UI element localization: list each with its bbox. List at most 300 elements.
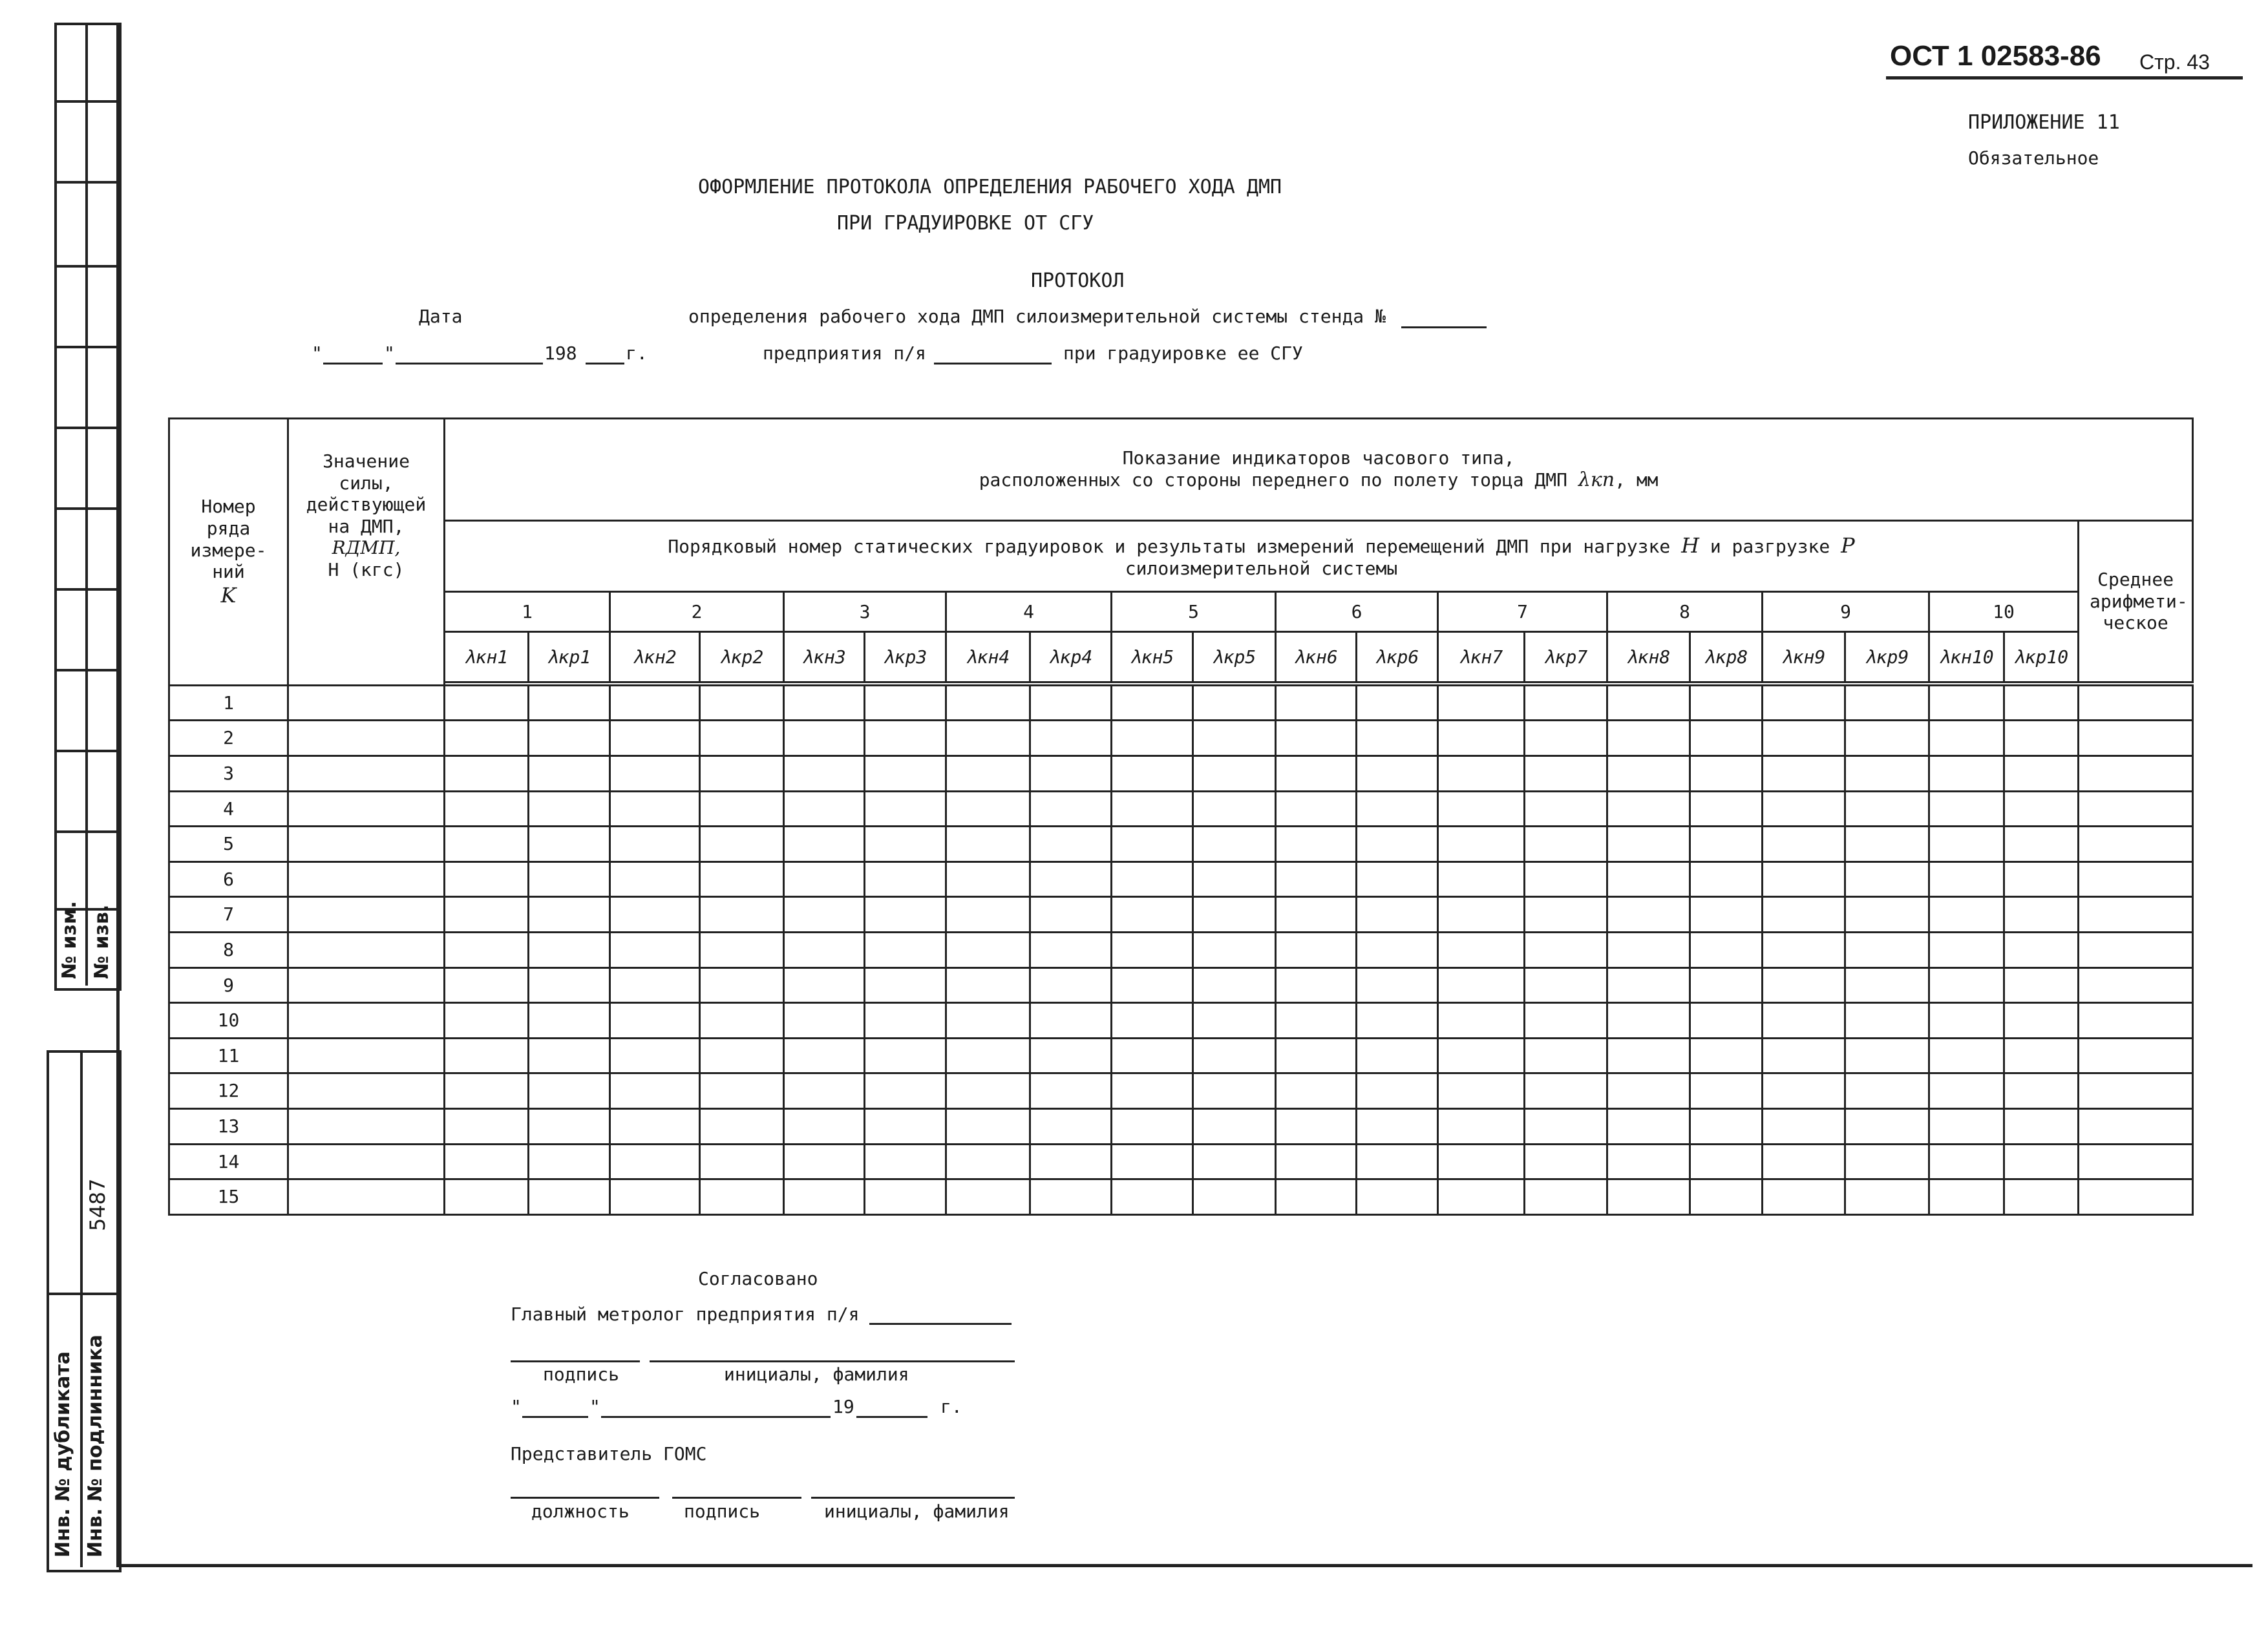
blank-entry-cell[interactable] — [1357, 1109, 1438, 1145]
blank-entry-cell[interactable] — [2004, 967, 2079, 1003]
blank-entry-cell[interactable] — [445, 755, 529, 791]
blank-entry-cell[interactable] — [1525, 1073, 1607, 1109]
blank-entry-cell[interactable] — [610, 755, 700, 791]
blank-entry-cell[interactable] — [610, 827, 700, 862]
blank-entry-cell[interactable] — [1193, 1003, 1276, 1039]
blank-entry-cell[interactable] — [700, 1003, 784, 1039]
blank-entry-cell[interactable] — [946, 1109, 1030, 1145]
blank-entry-cell[interactable] — [2004, 721, 2079, 756]
blank-entry-cell[interactable] — [1690, 685, 1763, 721]
blank-entry-cell[interactable] — [1276, 897, 1357, 933]
blank-entry-cell[interactable] — [2079, 861, 2193, 897]
blank-entry-cell[interactable] — [1607, 1073, 1690, 1109]
blank-entry-cell[interactable] — [946, 897, 1030, 933]
blank-entry-cell[interactable] — [784, 755, 865, 791]
blank-entry-cell[interactable] — [1845, 721, 1929, 756]
blank-entry-cell[interactable] — [610, 791, 700, 827]
blank-entry-cell[interactable] — [2079, 1144, 2193, 1179]
blank-entry-cell[interactable] — [1357, 932, 1438, 967]
blank-entry-cell[interactable] — [1112, 967, 1193, 1003]
blank-entry-cell[interactable] — [1112, 827, 1193, 862]
blank-entry-cell[interactable] — [1030, 897, 1112, 933]
blank-entry-cell[interactable] — [2004, 755, 2079, 791]
blank-entry-cell[interactable] — [700, 791, 784, 827]
blank-entry-cell[interactable] — [1929, 1003, 2004, 1039]
blank-entry-cell[interactable] — [1030, 827, 1112, 862]
blank-entry-cell[interactable] — [1112, 791, 1193, 827]
blank-entry-cell[interactable] — [1607, 721, 1690, 756]
blank-entry-cell[interactable] — [1357, 861, 1438, 897]
blank-entry-cell[interactable] — [610, 861, 700, 897]
blank-entry-cell[interactable] — [1030, 685, 1112, 721]
blank-entry-cell[interactable] — [700, 827, 784, 862]
blank-entry-cell[interactable] — [1357, 791, 1438, 827]
blank-entry-cell[interactable] — [1929, 932, 2004, 967]
blank-entry-cell[interactable] — [1525, 1109, 1607, 1145]
blank-entry-cell[interactable] — [1276, 755, 1357, 791]
blank-entry-cell[interactable] — [865, 897, 946, 933]
blank-entry-cell[interactable] — [1607, 827, 1690, 862]
blank-entry-cell[interactable] — [1690, 721, 1763, 756]
blank-entry-cell[interactable] — [288, 897, 445, 933]
blank-entry-cell[interactable] — [2079, 897, 2193, 933]
blank-entry-cell[interactable] — [1690, 791, 1763, 827]
blank-entry-cell[interactable] — [1690, 932, 1763, 967]
blank-entry-cell[interactable] — [2004, 861, 2079, 897]
blank-entry-cell[interactable] — [2004, 1073, 2079, 1109]
blank-entry-cell[interactable] — [1112, 685, 1193, 721]
blank-entry-cell[interactable] — [2079, 1038, 2193, 1073]
blank-entry-cell[interactable] — [2004, 1038, 2079, 1073]
blank-entry-cell[interactable] — [1845, 861, 1929, 897]
blank-entry-cell[interactable] — [865, 967, 946, 1003]
blank-entry-cell[interactable] — [1193, 932, 1276, 967]
blank-entry-cell[interactable] — [2079, 967, 2193, 1003]
blank-entry-cell[interactable] — [700, 861, 784, 897]
blank-entry-cell[interactable] — [1525, 685, 1607, 721]
blank-entry-cell[interactable] — [1845, 967, 1929, 1003]
blank-entry-cell[interactable] — [1525, 827, 1607, 862]
blank-entry-cell[interactable] — [700, 721, 784, 756]
blank-entry-cell[interactable] — [784, 1003, 865, 1039]
blank-entry-cell[interactable] — [1112, 755, 1193, 791]
blank-entry-cell[interactable] — [1193, 721, 1276, 756]
blank-entry-cell[interactable] — [610, 1038, 700, 1073]
blank-entry-cell[interactable] — [1525, 721, 1607, 756]
blank-entry-cell[interactable] — [1763, 685, 1845, 721]
blank-entry-cell[interactable] — [1607, 755, 1690, 791]
blank-entry-cell[interactable] — [946, 967, 1030, 1003]
blank-entry-cell[interactable] — [1763, 827, 1845, 862]
blank-entry-cell[interactable] — [610, 1144, 700, 1179]
blank-entry-cell[interactable] — [1845, 1003, 1929, 1039]
blank-entry-cell[interactable] — [610, 932, 700, 967]
blank-entry-cell[interactable] — [1929, 1073, 2004, 1109]
blank-entry-cell[interactable] — [529, 861, 610, 897]
blank-entry-cell[interactable] — [1030, 932, 1112, 967]
blank-entry-cell[interactable] — [1357, 1038, 1438, 1073]
blank-entry-cell[interactable] — [1193, 1179, 1276, 1215]
blank-entry-cell[interactable] — [2079, 1073, 2193, 1109]
blank-entry-cell[interactable] — [288, 755, 445, 791]
blank-entry-cell[interactable] — [1763, 932, 1845, 967]
blank-entry-cell[interactable] — [1438, 1144, 1525, 1179]
blank-entry-cell[interactable] — [784, 967, 865, 1003]
blank-entry-cell[interactable] — [946, 861, 1030, 897]
blank-entry-cell[interactable] — [1276, 721, 1357, 756]
blank-entry-cell[interactable] — [1607, 1109, 1690, 1145]
blank-entry-cell[interactable] — [1690, 755, 1763, 791]
blank-entry-cell[interactable] — [1525, 897, 1607, 933]
blank-entry-cell[interactable] — [1030, 1003, 1112, 1039]
blank-entry-cell[interactable] — [865, 1003, 946, 1039]
blank-entry-cell[interactable] — [288, 685, 445, 721]
blank-entry-cell[interactable] — [288, 967, 445, 1003]
blank-entry-cell[interactable] — [1438, 685, 1525, 721]
blank-entry-cell[interactable] — [288, 932, 445, 967]
blank-entry-cell[interactable] — [2079, 721, 2193, 756]
blank-entry-cell[interactable] — [1763, 1073, 1845, 1109]
blank-entry-cell[interactable] — [1193, 861, 1276, 897]
blank-entry-cell[interactable] — [1845, 1109, 1929, 1145]
blank-entry-cell[interactable] — [1276, 1003, 1357, 1039]
blank-entry-cell[interactable] — [1112, 897, 1193, 933]
blank-entry-cell[interactable] — [946, 1073, 1030, 1109]
blank-entry-cell[interactable] — [2004, 827, 2079, 862]
blank-entry-cell[interactable] — [1845, 897, 1929, 933]
blank-entry-cell[interactable] — [2004, 1109, 2079, 1145]
blank-entry-cell[interactable] — [445, 967, 529, 1003]
blank-entry-cell[interactable] — [610, 897, 700, 933]
blank-entry-cell[interactable] — [1929, 1144, 2004, 1179]
blank-entry-cell[interactable] — [700, 1038, 784, 1073]
blank-entry-cell[interactable] — [529, 755, 610, 791]
blank-entry-cell[interactable] — [1525, 861, 1607, 897]
blank-entry-cell[interactable] — [1276, 827, 1357, 862]
blank-entry-cell[interactable] — [610, 1109, 700, 1145]
blank-entry-cell[interactable] — [1763, 1003, 1845, 1039]
blank-entry-cell[interactable] — [1276, 1038, 1357, 1073]
blank-entry-cell[interactable] — [784, 932, 865, 967]
blank-entry-cell[interactable] — [1193, 827, 1276, 862]
blank-entry-cell[interactable] — [529, 1109, 610, 1145]
blank-entry-cell[interactable] — [529, 685, 610, 721]
blank-entry-cell[interactable] — [2079, 1179, 2193, 1215]
blank-entry-cell[interactable] — [1438, 1038, 1525, 1073]
blank-entry-cell[interactable] — [1763, 755, 1845, 791]
blank-entry-cell[interactable] — [700, 967, 784, 1003]
blank-entry-cell[interactable] — [610, 721, 700, 756]
blank-entry-cell[interactable] — [1112, 1144, 1193, 1179]
blank-entry-cell[interactable] — [529, 1144, 610, 1179]
blank-entry-cell[interactable] — [1193, 967, 1276, 1003]
blank-entry-cell[interactable] — [529, 721, 610, 756]
blank-entry-cell[interactable] — [529, 791, 610, 827]
blank-entry-cell[interactable] — [2004, 1144, 2079, 1179]
blank-entry-cell[interactable] — [288, 1179, 445, 1215]
blank-entry-cell[interactable] — [2079, 827, 2193, 862]
blank-entry-cell[interactable] — [2004, 791, 2079, 827]
blank-entry-cell[interactable] — [1357, 1003, 1438, 1039]
blank-entry-cell[interactable] — [946, 721, 1030, 756]
blank-entry-cell[interactable] — [1276, 967, 1357, 1003]
blank-entry-cell[interactable] — [1030, 1038, 1112, 1073]
blank-entry-cell[interactable] — [1525, 967, 1607, 1003]
blank-entry-cell[interactable] — [529, 1179, 610, 1215]
blank-entry-cell[interactable] — [700, 755, 784, 791]
blank-entry-cell[interactable] — [1763, 1109, 1845, 1145]
blank-entry-cell[interactable] — [1276, 791, 1357, 827]
blank-entry-cell[interactable] — [1607, 1038, 1690, 1073]
blank-entry-cell[interactable] — [1438, 1179, 1525, 1215]
blank-entry-cell[interactable] — [529, 897, 610, 933]
blank-entry-cell[interactable] — [865, 932, 946, 967]
blank-entry-cell[interactable] — [1690, 1179, 1763, 1215]
blank-entry-cell[interactable] — [1276, 1144, 1357, 1179]
blank-entry-cell[interactable] — [1763, 861, 1845, 897]
blank-entry-cell[interactable] — [288, 861, 445, 897]
blank-entry-cell[interactable] — [1112, 1179, 1193, 1215]
blank-entry-cell[interactable] — [1763, 791, 1845, 827]
blank-entry-cell[interactable] — [1690, 1109, 1763, 1145]
blank-entry-cell[interactable] — [445, 897, 529, 933]
blank-entry-cell[interactable] — [1763, 1179, 1845, 1215]
blank-entry-cell[interactable] — [700, 1073, 784, 1109]
blank-entry-cell[interactable] — [1030, 755, 1112, 791]
blank-entry-cell[interactable] — [784, 1073, 865, 1109]
blank-entry-cell[interactable] — [2004, 897, 2079, 933]
blank-entry-cell[interactable] — [1763, 967, 1845, 1003]
blank-entry-cell[interactable] — [1845, 932, 1929, 967]
blank-entry-cell[interactable] — [288, 791, 445, 827]
blank-entry-cell[interactable] — [1112, 1003, 1193, 1039]
blank-entry-cell[interactable] — [1030, 1109, 1112, 1145]
blank-entry-cell[interactable] — [1929, 791, 2004, 827]
blank-entry-cell[interactable] — [529, 1073, 610, 1109]
blank-entry-cell[interactable] — [1193, 755, 1276, 791]
blank-entry-cell[interactable] — [1030, 1073, 1112, 1109]
blank-entry-cell[interactable] — [1690, 827, 1763, 862]
blank-entry-cell[interactable] — [1276, 685, 1357, 721]
blank-entry-cell[interactable] — [1112, 861, 1193, 897]
blank-entry-cell[interactable] — [610, 1003, 700, 1039]
blank-entry-cell[interactable] — [1607, 861, 1690, 897]
blank-entry-cell[interactable] — [784, 1144, 865, 1179]
blank-entry-cell[interactable] — [610, 1179, 700, 1215]
blank-entry-cell[interactable] — [784, 791, 865, 827]
blank-entry-cell[interactable] — [1690, 1003, 1763, 1039]
blank-entry-cell[interactable] — [1357, 721, 1438, 756]
blank-entry-cell[interactable] — [1276, 1073, 1357, 1109]
blank-entry-cell[interactable] — [288, 1073, 445, 1109]
blank-entry-cell[interactable] — [1438, 897, 1525, 933]
blank-entry-cell[interactable] — [865, 685, 946, 721]
blank-entry-cell[interactable] — [2079, 685, 2193, 721]
blank-entry-cell[interactable] — [1929, 861, 2004, 897]
blank-entry-cell[interactable] — [1845, 791, 1929, 827]
blank-entry-cell[interactable] — [1929, 897, 2004, 933]
blank-entry-cell[interactable] — [288, 721, 445, 756]
blank-entry-cell[interactable] — [1357, 1144, 1438, 1179]
blank-entry-cell[interactable] — [1845, 1144, 1929, 1179]
blank-entry-cell[interactable] — [1607, 897, 1690, 933]
blank-entry-cell[interactable] — [1193, 1144, 1276, 1179]
blank-entry-cell[interactable] — [1607, 685, 1690, 721]
blank-entry-cell[interactable] — [445, 721, 529, 756]
blank-entry-cell[interactable] — [1357, 827, 1438, 862]
blank-entry-cell[interactable] — [865, 1144, 946, 1179]
blank-entry-cell[interactable] — [946, 1038, 1030, 1073]
blank-entry-cell[interactable] — [1357, 897, 1438, 933]
blank-entry-cell[interactable] — [1690, 1073, 1763, 1109]
blank-entry-cell[interactable] — [700, 1109, 784, 1145]
blank-entry-cell[interactable] — [445, 1109, 529, 1145]
blank-entry-cell[interactable] — [445, 791, 529, 827]
blank-entry-cell[interactable] — [288, 1109, 445, 1145]
blank-entry-cell[interactable] — [1690, 897, 1763, 933]
blank-entry-cell[interactable] — [1690, 967, 1763, 1003]
blank-entry-cell[interactable] — [1607, 967, 1690, 1003]
blank-entry-cell[interactable] — [1929, 685, 2004, 721]
blank-entry-cell[interactable] — [1030, 791, 1112, 827]
blank-entry-cell[interactable] — [1438, 791, 1525, 827]
blank-entry-cell[interactable] — [445, 1038, 529, 1073]
blank-entry-cell[interactable] — [1030, 721, 1112, 756]
blank-entry-cell[interactable] — [445, 1144, 529, 1179]
blank-entry-cell[interactable] — [1845, 1073, 1929, 1109]
blank-entry-cell[interactable] — [529, 1038, 610, 1073]
blank-entry-cell[interactable] — [1607, 932, 1690, 967]
blank-entry-cell[interactable] — [865, 861, 946, 897]
blank-entry-cell[interactable] — [1763, 1144, 1845, 1179]
blank-entry-cell[interactable] — [1929, 721, 2004, 756]
blank-entry-cell[interactable] — [1929, 755, 2004, 791]
blank-entry-cell[interactable] — [1193, 1038, 1276, 1073]
blank-entry-cell[interactable] — [1929, 967, 2004, 1003]
blank-entry-cell[interactable] — [1845, 755, 1929, 791]
blank-entry-cell[interactable] — [865, 1109, 946, 1145]
blank-entry-cell[interactable] — [1112, 1109, 1193, 1145]
blank-entry-cell[interactable] — [1112, 721, 1193, 756]
blank-entry-cell[interactable] — [1438, 932, 1525, 967]
blank-entry-cell[interactable] — [288, 827, 445, 862]
blank-entry-cell[interactable] — [1112, 1073, 1193, 1109]
blank-entry-cell[interactable] — [1193, 1073, 1276, 1109]
blank-entry-cell[interactable] — [2004, 685, 2079, 721]
blank-entry-cell[interactable] — [946, 932, 1030, 967]
blank-entry-cell[interactable] — [610, 685, 700, 721]
blank-entry-cell[interactable] — [784, 685, 865, 721]
blank-entry-cell[interactable] — [1438, 1073, 1525, 1109]
blank-entry-cell[interactable] — [1112, 932, 1193, 967]
blank-entry-cell[interactable] — [865, 1038, 946, 1073]
blank-entry-cell[interactable] — [784, 827, 865, 862]
blank-entry-cell[interactable] — [865, 827, 946, 862]
blank-entry-cell[interactable] — [1030, 861, 1112, 897]
blank-entry-cell[interactable] — [2079, 1003, 2193, 1039]
blank-entry-cell[interactable] — [1607, 791, 1690, 827]
blank-entry-cell[interactable] — [865, 1179, 946, 1215]
blank-entry-cell[interactable] — [288, 1038, 445, 1073]
blank-entry-cell[interactable] — [445, 932, 529, 967]
blank-entry-cell[interactable] — [700, 1179, 784, 1215]
blank-entry-cell[interactable] — [2004, 932, 2079, 967]
blank-entry-cell[interactable] — [865, 721, 946, 756]
blank-entry-cell[interactable] — [1193, 685, 1276, 721]
blank-entry-cell[interactable] — [2079, 1109, 2193, 1145]
blank-entry-cell[interactable] — [1929, 1038, 2004, 1073]
blank-entry-cell[interactable] — [1525, 1003, 1607, 1039]
blank-entry-cell[interactable] — [1112, 1038, 1193, 1073]
blank-entry-cell[interactable] — [1607, 1003, 1690, 1039]
blank-entry-cell[interactable] — [1193, 791, 1276, 827]
blank-entry-cell[interactable] — [445, 861, 529, 897]
blank-entry-cell[interactable] — [288, 1003, 445, 1039]
blank-entry-cell[interactable] — [700, 932, 784, 967]
blank-entry-cell[interactable] — [946, 827, 1030, 862]
blank-entry-cell[interactable] — [1929, 1109, 2004, 1145]
blank-entry-cell[interactable] — [2004, 1179, 2079, 1215]
blank-entry-cell[interactable] — [1030, 1179, 1112, 1215]
blank-entry-cell[interactable] — [1690, 1144, 1763, 1179]
blank-entry-cell[interactable] — [1193, 1109, 1276, 1145]
blank-entry-cell[interactable] — [1845, 1179, 1929, 1215]
blank-entry-cell[interactable] — [700, 1144, 784, 1179]
blank-entry-cell[interactable] — [1438, 827, 1525, 862]
blank-entry-cell[interactable] — [1357, 967, 1438, 1003]
blank-entry-cell[interactable] — [1525, 791, 1607, 827]
blank-entry-cell[interactable] — [1357, 755, 1438, 791]
blank-entry-cell[interactable] — [1438, 861, 1525, 897]
blank-entry-cell[interactable] — [1690, 861, 1763, 897]
blank-entry-cell[interactable] — [288, 1144, 445, 1179]
blank-entry-cell[interactable] — [946, 755, 1030, 791]
blank-entry-cell[interactable] — [445, 827, 529, 862]
blank-entry-cell[interactable] — [2079, 791, 2193, 827]
blank-entry-cell[interactable] — [1763, 1038, 1845, 1073]
blank-entry-cell[interactable] — [1357, 685, 1438, 721]
blank-entry-cell[interactable] — [2079, 932, 2193, 967]
blank-entry-cell[interactable] — [1276, 1179, 1357, 1215]
blank-entry-cell[interactable] — [1763, 897, 1845, 933]
blank-entry-cell[interactable] — [865, 791, 946, 827]
blank-entry-cell[interactable] — [1525, 1144, 1607, 1179]
blank-entry-cell[interactable] — [1438, 967, 1525, 1003]
blank-entry-cell[interactable] — [946, 1144, 1030, 1179]
blank-entry-cell[interactable] — [2079, 755, 2193, 791]
blank-entry-cell[interactable] — [865, 1073, 946, 1109]
blank-entry-cell[interactable] — [946, 685, 1030, 721]
blank-entry-cell[interactable] — [1607, 1179, 1690, 1215]
blank-entry-cell[interactable] — [865, 755, 946, 791]
blank-entry-cell[interactable] — [445, 685, 529, 721]
blank-entry-cell[interactable] — [1525, 1179, 1607, 1215]
blank-entry-cell[interactable] — [1845, 1038, 1929, 1073]
blank-entry-cell[interactable] — [946, 1179, 1030, 1215]
blank-entry-cell[interactable] — [445, 1003, 529, 1039]
blank-entry-cell[interactable] — [1525, 932, 1607, 967]
blank-entry-cell[interactable] — [946, 1003, 1030, 1039]
blank-entry-cell[interactable] — [610, 967, 700, 1003]
blank-entry-cell[interactable] — [529, 967, 610, 1003]
blank-entry-cell[interactable] — [445, 1073, 529, 1109]
blank-entry-cell[interactable] — [784, 861, 865, 897]
blank-entry-cell[interactable] — [529, 827, 610, 862]
blank-entry-cell[interactable] — [1438, 721, 1525, 756]
blank-entry-cell[interactable] — [1607, 1144, 1690, 1179]
blank-entry-cell[interactable] — [700, 897, 784, 933]
blank-entry-cell[interactable] — [1763, 721, 1845, 756]
